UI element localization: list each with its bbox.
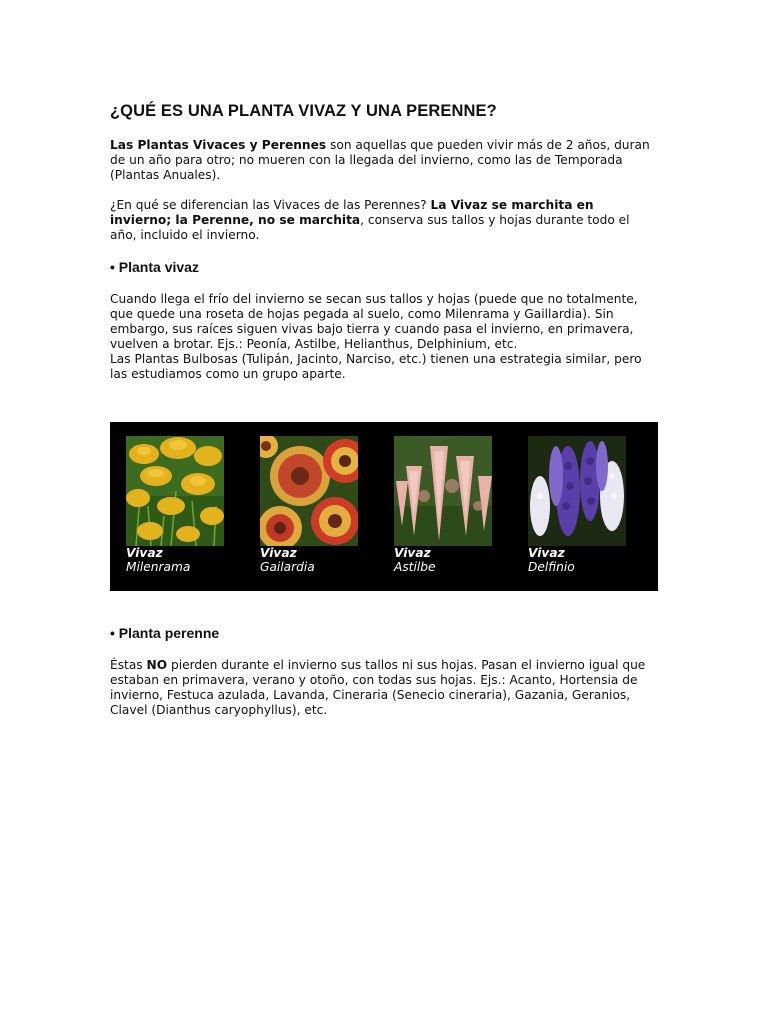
gailardia-photo [260,436,358,546]
difference-text: , conserva sus tallos y hojas durante todo el año, incluido el invierno. [110,213,630,242]
milenrama-name-label: Milenrama [126,560,191,574]
vivaz-paragraph [110,292,658,382]
delfinio-photo [528,436,626,546]
perenne-text: pierden durante el invierno sus tallos ni sus hojas. Pasan el invierno igual que estaban en primavera, verano y otoño, con todas sus hojas. Ejs.: Acanto, Hortensia de invierno, Festuca azulada, Lavanda, Cineraria (Senecio cineraria), Gazania, Geranios, Clavel (Dianthus caryophyllus), etc. [110,658,646,717]
delfinio-name-label: Delfinio [528,560,575,574]
delfinio-image [528,436,626,546]
intro-bold-text: Las Plantas Vivaces y Perennes [110,138,327,152]
astilbe-name-label: Astilbe [394,560,436,574]
milenrama-photo [126,436,224,546]
gallery-card-milenrama [126,436,226,574]
section-heading-perenne: • Planta perenne [110,625,220,641]
perenne-bold-text: NO [146,658,168,672]
perenne-lead-text: Éstas [110,658,147,672]
gailardia-name-label: Gailardia [260,560,315,574]
gailardia-type-label: Vivaz [260,546,297,560]
gailardia-image [260,436,358,546]
bulbosas-text: Las Plantas Bulbosas (Tulipán, Jacinto, Narciso, etc.) tienen una estrategia similar, pero las estudiamos como un grupo aparte. [110,352,642,381]
intro-paragraph [110,138,658,183]
milenrama-image [126,436,224,546]
document-page [110,100,658,718]
delfinio-type-label: Vivaz [528,546,565,560]
difference-bold-text: La Vivaz se marchita en invierno; la Perenne, no se marchita [110,198,594,227]
milenrama-type-label: Vivaz [126,546,163,560]
section-heading-vivaz: • Planta vivaz [110,259,199,275]
gallery-card-delfinio [528,436,628,574]
astilbe-image [394,436,492,546]
difference-paragraph [110,198,658,243]
perenne-paragraph [110,658,658,718]
gallery-card-astilbe [394,436,494,574]
astilbe-type-label: Vivaz [394,546,431,560]
gallery-card-gailardia [260,436,360,574]
page-title: ¿QUÉ ES UNA PLANTA VIVAZ Y UNA PERENNE? [110,102,497,120]
vivaz-text: Cuando llega el frío del invierno se secan sus tallos y hojas (puede que no totalmente, que quede una roseta de hojas pegada al suelo, como Milenrama y Gaillardia). Sin embargo, sus raíces siguen vivas bajo tierra y cuando pasa el invierno, en primavera, vuelven a brotar. Ejs.: Peonía, Astilbe, Helianthus, Delphinium, etc. [110,292,638,351]
plant-gallery [110,422,658,591]
astilbe-photo [394,436,492,546]
difference-lead-text: ¿En qué se diferencian las Vivaces de las Perennes? [110,198,431,212]
intro-text: son aquellas que pueden vivir más de 2 años, duran de un año para otro; no mueren con la llegada del invierno, como las de Temporada (Plantas Anuales). [110,138,650,182]
